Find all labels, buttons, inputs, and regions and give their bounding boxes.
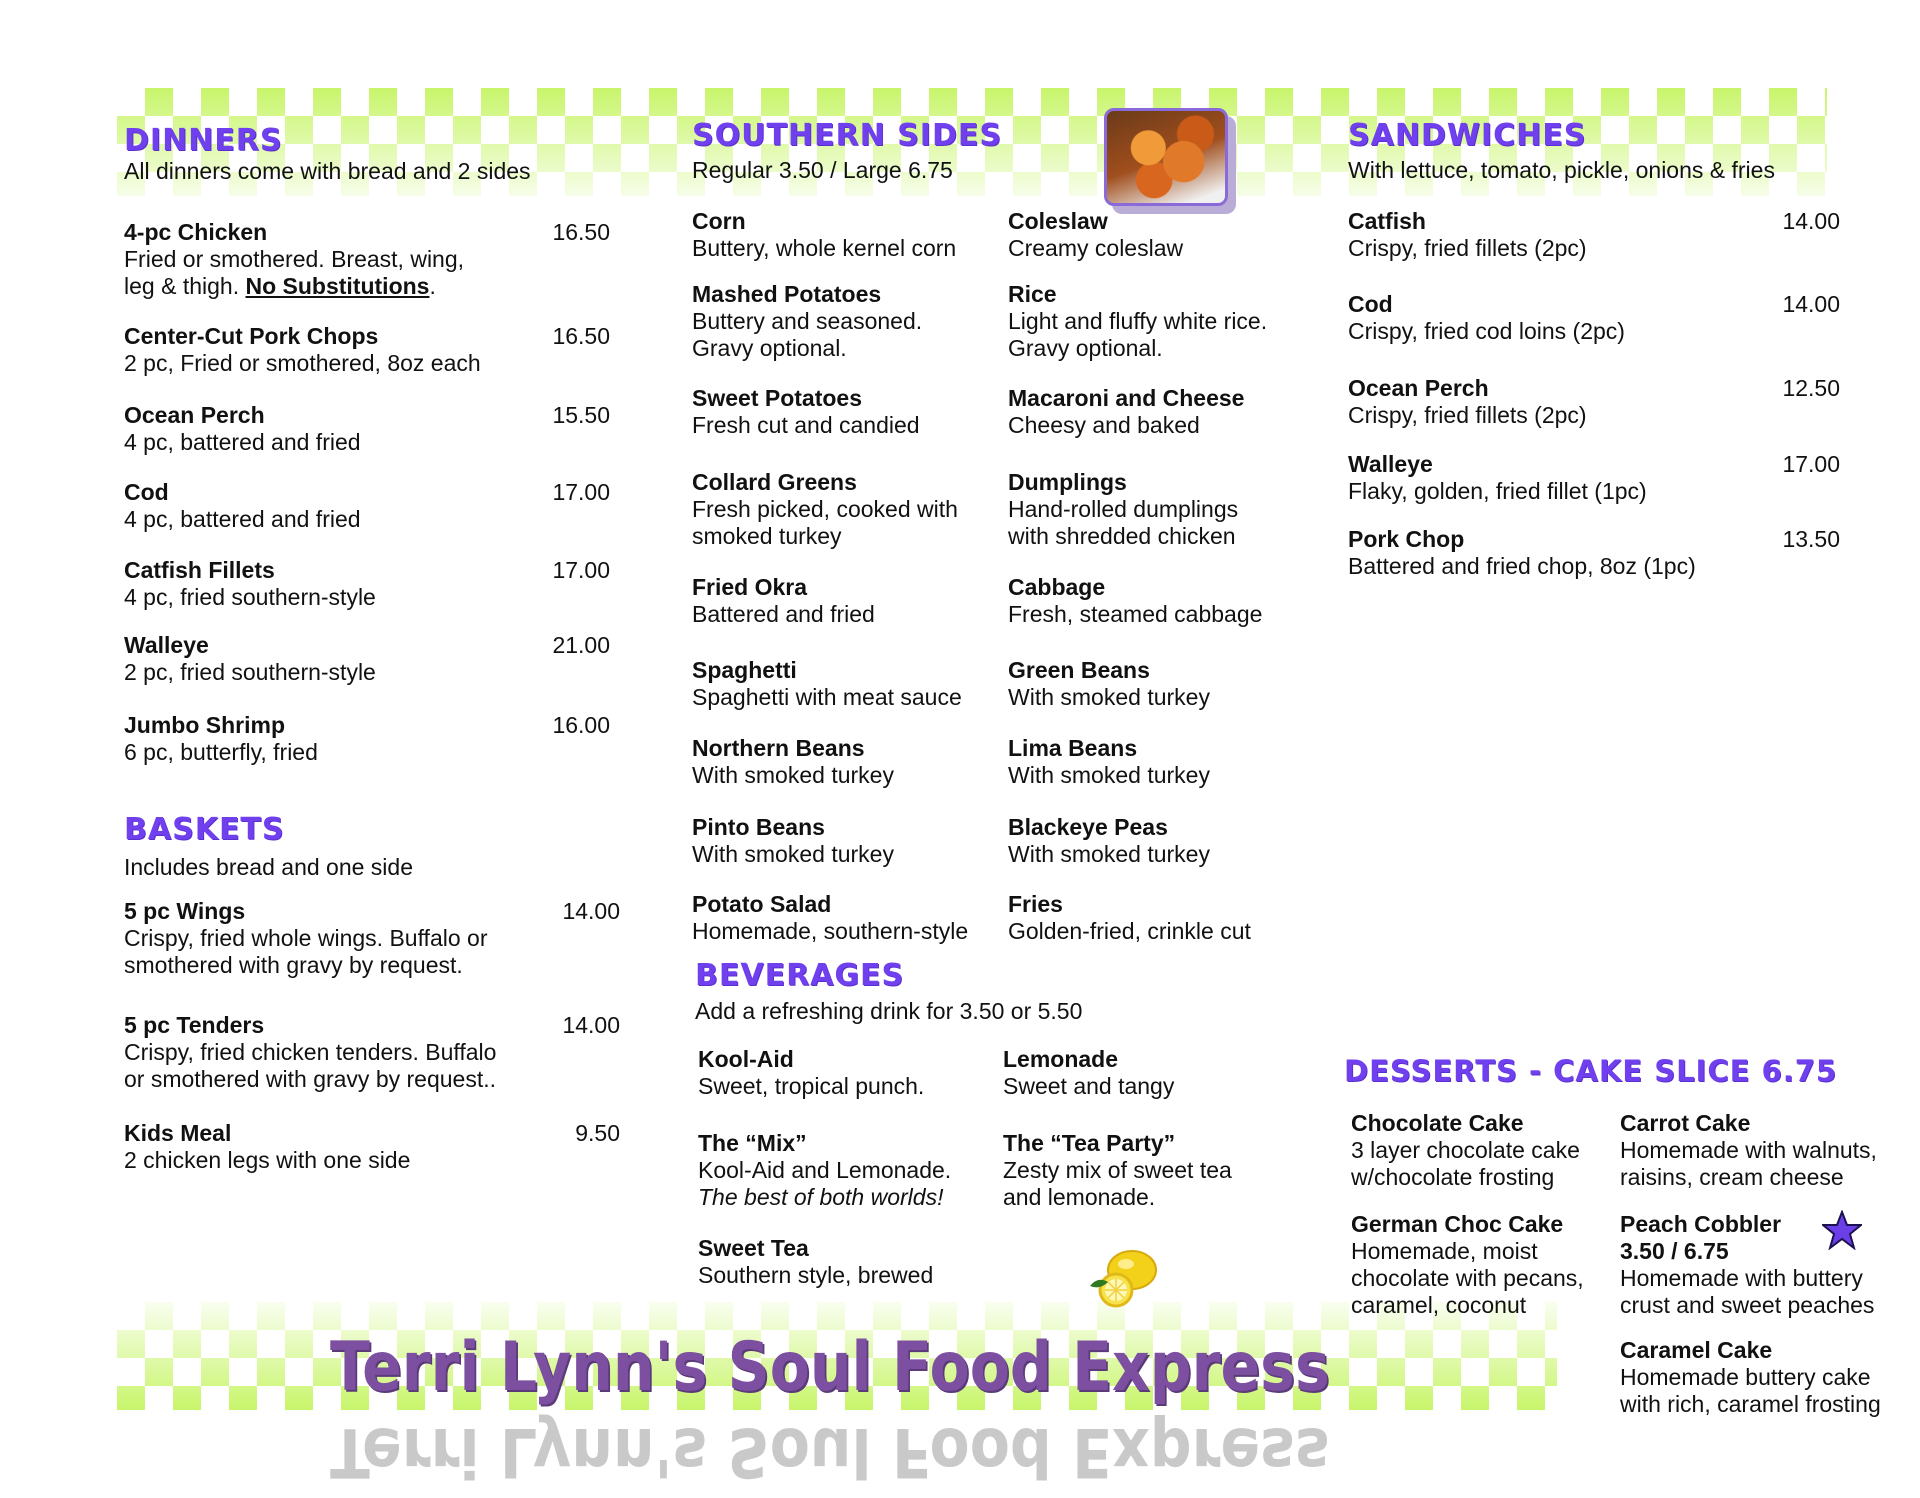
item-name: Potato Salad [692, 891, 832, 917]
item-desc: raisins, cream cheese [1620, 1164, 1844, 1190]
item-desc: and lemonade. [1003, 1184, 1156, 1210]
item-name: Cod [124, 479, 169, 505]
lemon-icon [1082, 1246, 1160, 1310]
item-name: The “Mix” [698, 1130, 807, 1156]
item-name: Cabbage [1008, 574, 1106, 600]
item-price: 16.50 [552, 219, 610, 245]
item-desc: 3 layer chocolate cake [1351, 1137, 1580, 1163]
item-desc: Southern style, brewed [698, 1262, 934, 1288]
item-name: Catfish [1348, 208, 1426, 234]
item-desc: Homemade with buttery [1620, 1265, 1863, 1291]
item-name: Collard Greens [692, 469, 857, 495]
item-desc: With smoked turkey [692, 841, 894, 867]
item-desc: smoked turkey [692, 523, 842, 549]
item-name: Center-Cut Pork Chops [124, 323, 379, 349]
sides-subtitle: Regular 3.50 / Large 6.75 [692, 157, 953, 183]
item-name: Northern Beans [692, 735, 865, 761]
item-name: Lemonade [1003, 1046, 1119, 1072]
item-desc: Buttery, whole kernel corn [692, 235, 957, 261]
menu-item [124, 557, 376, 611]
item-name: Pork Chop [1348, 526, 1465, 552]
item-name: Caramel Cake [1620, 1337, 1773, 1363]
menu-item [1008, 208, 1183, 262]
item-desc: Sweet and tangy [1003, 1073, 1175, 1099]
menu-item [1620, 1337, 1881, 1418]
item-name: Pinto Beans [692, 814, 825, 840]
item-desc: Golden-fried, crinkle cut [1008, 918, 1251, 944]
menu-item [1348, 526, 1696, 580]
menu-item [124, 479, 361, 533]
item-name: Fries [1008, 891, 1063, 917]
item-name: Mashed Potatoes [692, 281, 882, 307]
beverages-heading: BEVERAGES [695, 958, 905, 993]
item-price: 14.00 [562, 1012, 620, 1038]
item-desc: leg & thigh. No Substitutions. [124, 273, 436, 299]
item-name: Walleye [124, 632, 209, 658]
restaurant-title-reflection: Terri Lynn's Soul Food Express [330, 1412, 1330, 1491]
item-name: Ocean Perch [124, 402, 265, 428]
item-desc: Fried or smothered. Breast, wing, [124, 246, 465, 272]
menu-item [1008, 385, 1244, 439]
item-desc: 4 pc, fried southern-style [124, 584, 376, 610]
item-desc: smothered with gravy by request. [124, 952, 463, 978]
item-desc: Homemade with walnuts, [1620, 1137, 1877, 1163]
menu-item [692, 735, 894, 789]
item-desc: caramel, coconut [1351, 1292, 1527, 1318]
item-desc: Homemade, southern-style [692, 918, 969, 944]
menu-item [124, 712, 318, 766]
item-desc: Zesty mix of sweet tea [1003, 1157, 1232, 1183]
menu-item [124, 323, 481, 377]
menu-item [1008, 891, 1251, 945]
item-desc: Crispy, fried cod loins (2pc) [1348, 318, 1625, 344]
item-desc: Spaghetti with meat sauce [692, 684, 962, 710]
item-desc: crust and sweet peaches [1620, 1292, 1875, 1318]
menu-item [692, 657, 962, 711]
menu-item [692, 208, 956, 262]
item-desc: Cheesy and baked [1008, 412, 1200, 438]
star-icon [1822, 1210, 1862, 1250]
item-price: 17.00 [552, 479, 610, 505]
title-block [330, 1328, 1330, 1498]
menu-item [1008, 657, 1210, 711]
item-price: 9.50 [575, 1120, 620, 1146]
item-price: 16.50 [552, 323, 610, 349]
item-name: Carrot Cake [1620, 1110, 1751, 1136]
menu-item [124, 1120, 410, 1174]
item-name: Sweet Tea [698, 1235, 809, 1261]
item-desc: with rich, caramel frosting [1620, 1391, 1881, 1417]
item-name: Macaroni and Cheese [1008, 385, 1245, 411]
item-price: 16.00 [552, 712, 610, 738]
item-desc: Crispy, fried fillets (2pc) [1348, 402, 1587, 428]
beverages-subtitle: Add a refreshing drink for 3.50 or 5.50 [695, 998, 1083, 1024]
item-name: Fried Okra [692, 574, 808, 600]
item-desc: Fresh cut and candied [692, 412, 920, 438]
item-name: Dumplings [1008, 469, 1127, 495]
item-desc: Crispy, fried fillets (2pc) [1348, 235, 1587, 261]
menu-item [692, 814, 894, 868]
menu-item [1351, 1110, 1580, 1191]
item-name: Ocean Perch [1348, 375, 1489, 401]
menu-item [124, 402, 361, 456]
item-name: Rice [1008, 281, 1057, 307]
menu-item [692, 385, 920, 439]
item-desc: Battered and fried [692, 601, 875, 627]
item-name: Cod [1348, 291, 1393, 317]
menu-item [1348, 451, 1647, 505]
item-desc: Fresh, steamed cabbage [1008, 601, 1263, 627]
sandwiches-heading: SANDWICHES [1348, 118, 1587, 153]
item-desc: Hand-rolled dumplings [1008, 496, 1239, 522]
menu-item [698, 1046, 924, 1100]
item-desc: Crispy, fried chicken tenders. Buffalo [124, 1039, 497, 1065]
item-name: Coleslaw [1008, 208, 1108, 234]
item-desc: Homemade, moist [1351, 1238, 1538, 1264]
menu-item [692, 469, 958, 550]
sides-heading: SOUTHERN SIDES [692, 118, 1002, 153]
no-substitutions-note: No Substitutions [245, 273, 430, 299]
restaurant-title: Terri Lynn's Soul Food Express [330, 1328, 1330, 1407]
item-desc: 2 pc, fried southern-style [124, 659, 376, 685]
item-price: 14.00 [1782, 208, 1840, 234]
item-name: German Choc Cake [1351, 1211, 1564, 1237]
menu-item [1003, 1130, 1232, 1211]
menu-item [698, 1130, 951, 1211]
item-price: 17.00 [1782, 451, 1840, 477]
menu-item [124, 898, 487, 979]
menu-item [1348, 291, 1625, 345]
item-name: Green Beans [1008, 657, 1150, 683]
item-desc: With smoked turkey [692, 762, 894, 788]
item-price: 3.50 / 6.75 [1620, 1238, 1729, 1264]
item-desc: chocolate with pecans, [1351, 1265, 1584, 1291]
item-name: Corn [692, 208, 746, 234]
menu-item [1348, 375, 1587, 429]
item-desc: Buttery and seasoned. [692, 308, 923, 334]
item-desc: Crispy, fried whole wings. Buffalo or [124, 925, 488, 951]
item-desc: Creamy coleslaw [1008, 235, 1184, 261]
menu-item [692, 281, 922, 362]
dinners-heading: DINNERS [124, 123, 283, 158]
item-name: Chocolate Cake [1351, 1110, 1524, 1136]
item-desc: With smoked turkey [1008, 762, 1210, 788]
menu-item [692, 891, 968, 945]
item-price: 21.00 [552, 632, 610, 658]
baskets-subtitle: Includes bread and one side [124, 854, 413, 880]
sandwiches-subtitle: With lettuce, tomato, pickle, onions & fries [1348, 157, 1775, 183]
item-price: 12.50 [1782, 375, 1840, 401]
item-name: Sweet Potatoes [692, 385, 862, 411]
sweet-potato-photo [1104, 108, 1228, 206]
item-desc: Fresh picked, cooked with [692, 496, 958, 522]
item-name: Kool-Aid [698, 1046, 794, 1072]
item-name: Jumbo Shrimp [124, 712, 286, 738]
item-name: Lima Beans [1008, 735, 1138, 761]
menu-item [124, 219, 464, 300]
item-desc: With smoked turkey [1008, 684, 1210, 710]
item-desc: with shredded chicken [1008, 523, 1236, 549]
item-desc: Sweet, tropical punch. [698, 1073, 925, 1099]
menu-item [124, 632, 376, 686]
menu-item [1003, 1046, 1174, 1100]
item-desc: w/chocolate frosting [1351, 1164, 1555, 1190]
item-name: Catfish Fillets [124, 557, 275, 583]
item-name: Walleye [1348, 451, 1433, 477]
item-desc: 6 pc, butterfly, fried [124, 739, 318, 765]
item-name: 5 pc Tenders [124, 1012, 265, 1038]
item-price: 14.00 [562, 898, 620, 924]
item-name: Peach Cobbler [1620, 1211, 1782, 1237]
item-desc: or smothered with gravy by request.. [124, 1066, 496, 1092]
item-desc: 2 chicken legs with one side [124, 1147, 411, 1173]
item-desc: Light and fluffy white rice. [1008, 308, 1268, 334]
item-desc: Battered and fried chop, 8oz (1pc) [1348, 553, 1696, 579]
item-desc: Gravy optional. [692, 335, 847, 361]
menu-item [1008, 281, 1267, 362]
item-name: The “Tea Party” [1003, 1130, 1176, 1156]
menu-item [1351, 1211, 1584, 1319]
item-desc: Kool-Aid and Lemonade. [698, 1157, 952, 1183]
item-name: 5 pc Wings [124, 898, 246, 924]
item-desc: 4 pc, battered and fried [124, 506, 361, 532]
item-desc: The best of both worlds! [698, 1184, 944, 1210]
item-desc: With smoked turkey [1008, 841, 1210, 867]
item-name: Blackeye Peas [1008, 814, 1168, 840]
menu-item [1008, 469, 1238, 550]
baskets-heading: BASKETS [124, 812, 285, 847]
desserts-heading: DESSERTS - CAKE SLICE 6.75 [1344, 1054, 1838, 1088]
item-price: 17.00 [552, 557, 610, 583]
item-name: Kids Meal [124, 1120, 232, 1146]
menu-item [1348, 208, 1587, 262]
item-name: 4-pc Chicken [124, 219, 268, 245]
item-desc-line: leg & thigh. [124, 273, 240, 299]
menu-item [1008, 735, 1210, 789]
menu-item [1008, 574, 1262, 628]
item-price: 15.50 [552, 402, 610, 428]
item-price: 13.50 [1782, 526, 1840, 552]
menu-item [698, 1235, 933, 1289]
dinners-subtitle: All dinners come with bread and 2 sides [124, 158, 531, 184]
item-name: Spaghetti [692, 657, 797, 683]
menu-item [1008, 814, 1210, 868]
item-price: 14.00 [1782, 291, 1840, 317]
menu-item [1620, 1110, 1877, 1191]
item-desc: Flaky, golden, fried fillet (1pc) [1348, 478, 1647, 504]
item-desc: Gravy optional. [1008, 335, 1163, 361]
item-desc: 2 pc, Fried or smothered, 8oz each [124, 350, 481, 376]
item-desc: Homemade buttery cake [1620, 1364, 1871, 1390]
menu-item [124, 1012, 496, 1093]
item-desc: 4 pc, battered and fried [124, 429, 361, 455]
menu-item [692, 574, 875, 628]
